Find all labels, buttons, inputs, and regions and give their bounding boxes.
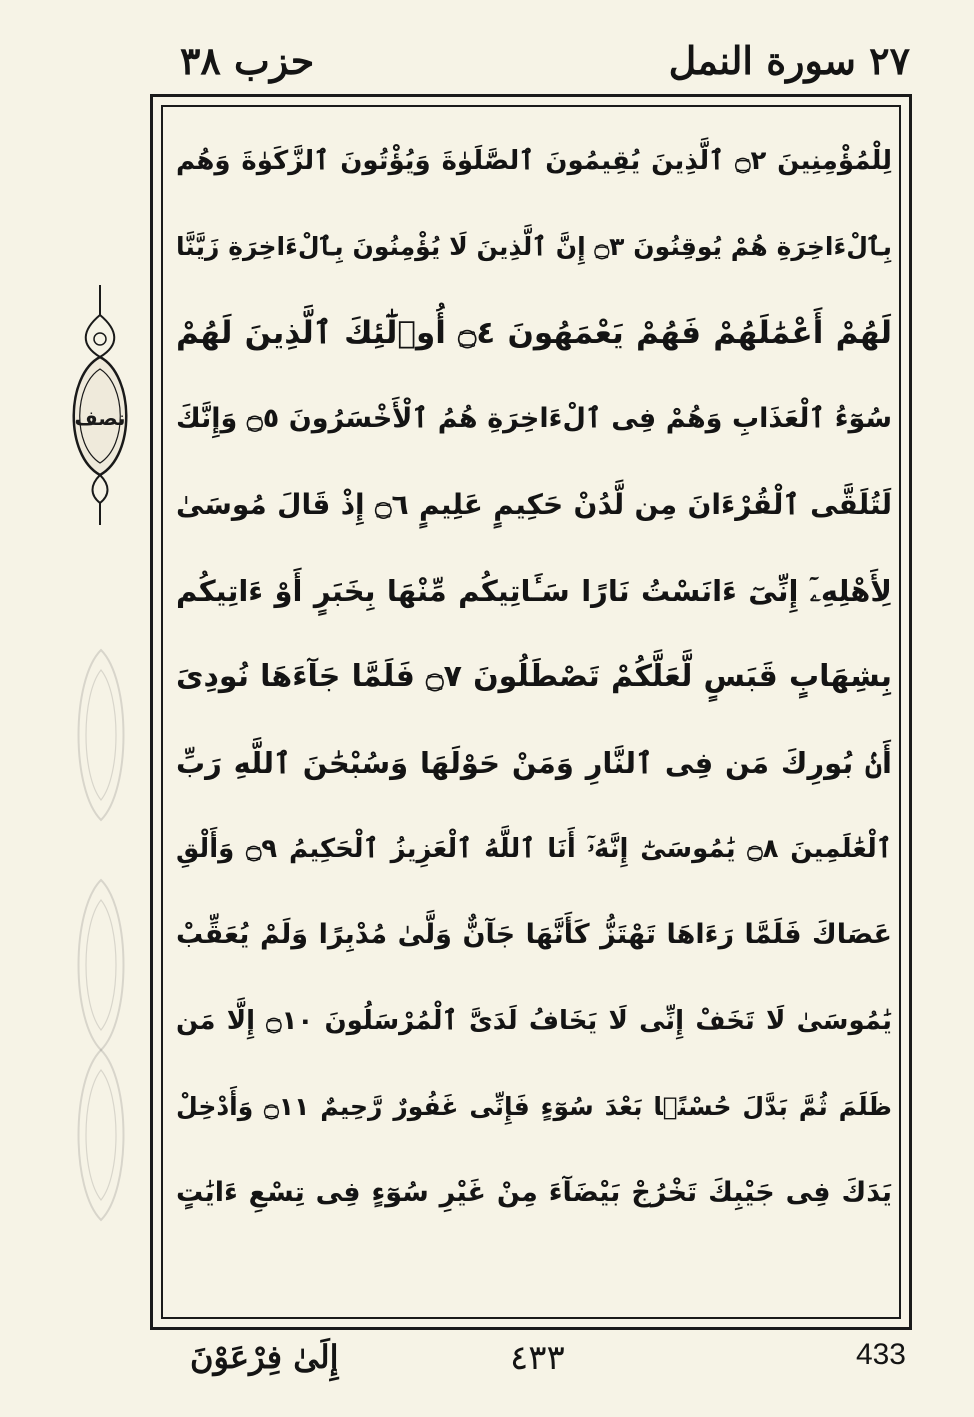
ornament-label: نصف: [74, 406, 126, 430]
verse-line-12: ظَلَمَ ثُمَّ بَدَّلَ حُسْنًۢا بَعْدَ سُوٓءٍ فَإِنِّى غَفُورٌ رَّحِيمٌ ۝١١ وَأَدْخِلْ: [176, 1092, 892, 1121]
page-footer: [150, 1338, 910, 1398]
ghost-ornament-2: [66, 870, 136, 1060]
catchword: إِلَىٰ فِرْعَوْنَ: [190, 1338, 339, 1376]
verse-text: [176, 118, 892, 1318]
hizb-label: حزب ٣٨: [180, 38, 315, 83]
page-number-latin: 433: [855, 1338, 906, 1371]
page-header: [150, 38, 910, 88]
verse-line-11: يَٰمُوسَىٰ لَا تَخَفْ إِنِّى لَا يَخَافُ لَدَىَّ ٱلْمُرْسَلُونَ ۝١٠ إِلَّا مَن: [176, 1006, 892, 1036]
verse-line-6: لِأَهْلِهِۦٓ إِنِّىٓ ءَانَسْتُ نَارًا سَـَٔاتِيكُم مِّنْهَا بِخَبَرٍ أَوْ ءَاتِيكُم: [176, 574, 892, 608]
ghost-ornament-1: [66, 640, 136, 830]
surah-label: ٢٧ سورة النمل: [668, 38, 910, 83]
ghost-ornament-icon: [66, 870, 136, 1060]
verse-line-10: عَصَاكَ فَلَمَّا رَءَاهَا تَهْتَزُّ كَأَنَّهَا جَآنٌّ وَلَّىٰ مُدْبِرًا وَلَمْ يُعَقِّبْ: [176, 919, 892, 950]
verse-line-1: لِلْمُؤْمِنِينَ ۝٢ ٱلَّذِينَ يُقِيمُونَ ٱلصَّلَوٰةَ وَيُؤْتُونَ ٱلزَّكَوٰةَ وَهُم: [176, 146, 892, 176]
verse-line-3: لَهُمْ أَعْمَٰلَهُمْ فَهُمْ يَعْمَهُونَ ۝٤ أُو۟لَٰٓئِكَ ٱلَّذِينَ لَهُمْ: [176, 315, 892, 351]
ghost-ornament-icon: [66, 640, 136, 830]
ghost-ornament-3: [66, 1040, 136, 1230]
hizb-half-ornament: [62, 285, 138, 525]
page-number-arabic: ٤٣٣: [510, 1338, 565, 1378]
ornament-icon: [62, 285, 138, 525]
verse-line-13: يَدَكَ فِى جَيْبِكَ تَخْرُجْ بَيْضَآءَ مِنْ غَيْرِ سُوٓءٍ فِى تِسْعِ ءَايَٰتٍ: [176, 1177, 892, 1208]
verse-line-4: سُوٓءُ ٱلْعَذَابِ وَهُمْ فِى ٱلْءَاخِرَةِ هُمُ ٱلْأَخْسَرُونَ ۝٥ وَإِنَّكَ: [176, 403, 893, 434]
verse-line-8: أَنۢ بُورِكَ مَن فِى ٱلنَّارِ وَمَنْ حَوْلَهَا وَسُبْحَٰنَ ٱللَّهِ رَبِّ: [176, 746, 892, 780]
verse-line-9: ٱلْعَٰلَمِينَ ۝٨ يَٰمُوسَىٰٓ إِنَّهُۥٓ أَنَا ٱللَّهُ ٱلْعَزِيزُ ٱلْحَكِيمُ ۝٩ وَأَلْقِ: [176, 834, 893, 864]
verse-line-2: بِٱلْءَاخِرَةِ هُمْ يُوقِنُونَ ۝٣ إِنَّ ٱلَّذِينَ لَا يُؤْمِنُونَ بِٱلْءَاخِرَةِ زَيَّنَّا: [176, 232, 892, 261]
ghost-ornament-icon: [66, 1040, 136, 1230]
verse-line-5: لَتُلَقَّى ٱلْقُرْءَانَ مِن لَّدُنْ حَكِيمٍ عَلِيمٍ ۝٦ إِذْ قَالَ مُوسَىٰ: [176, 488, 893, 521]
verse-line-7: بِشِهَابٍ قَبَسٍ لَّعَلَّكُمْ تَصْطَلُونَ ۝٧ فَلَمَّا جَآءَهَا نُودِىَ: [176, 659, 892, 694]
